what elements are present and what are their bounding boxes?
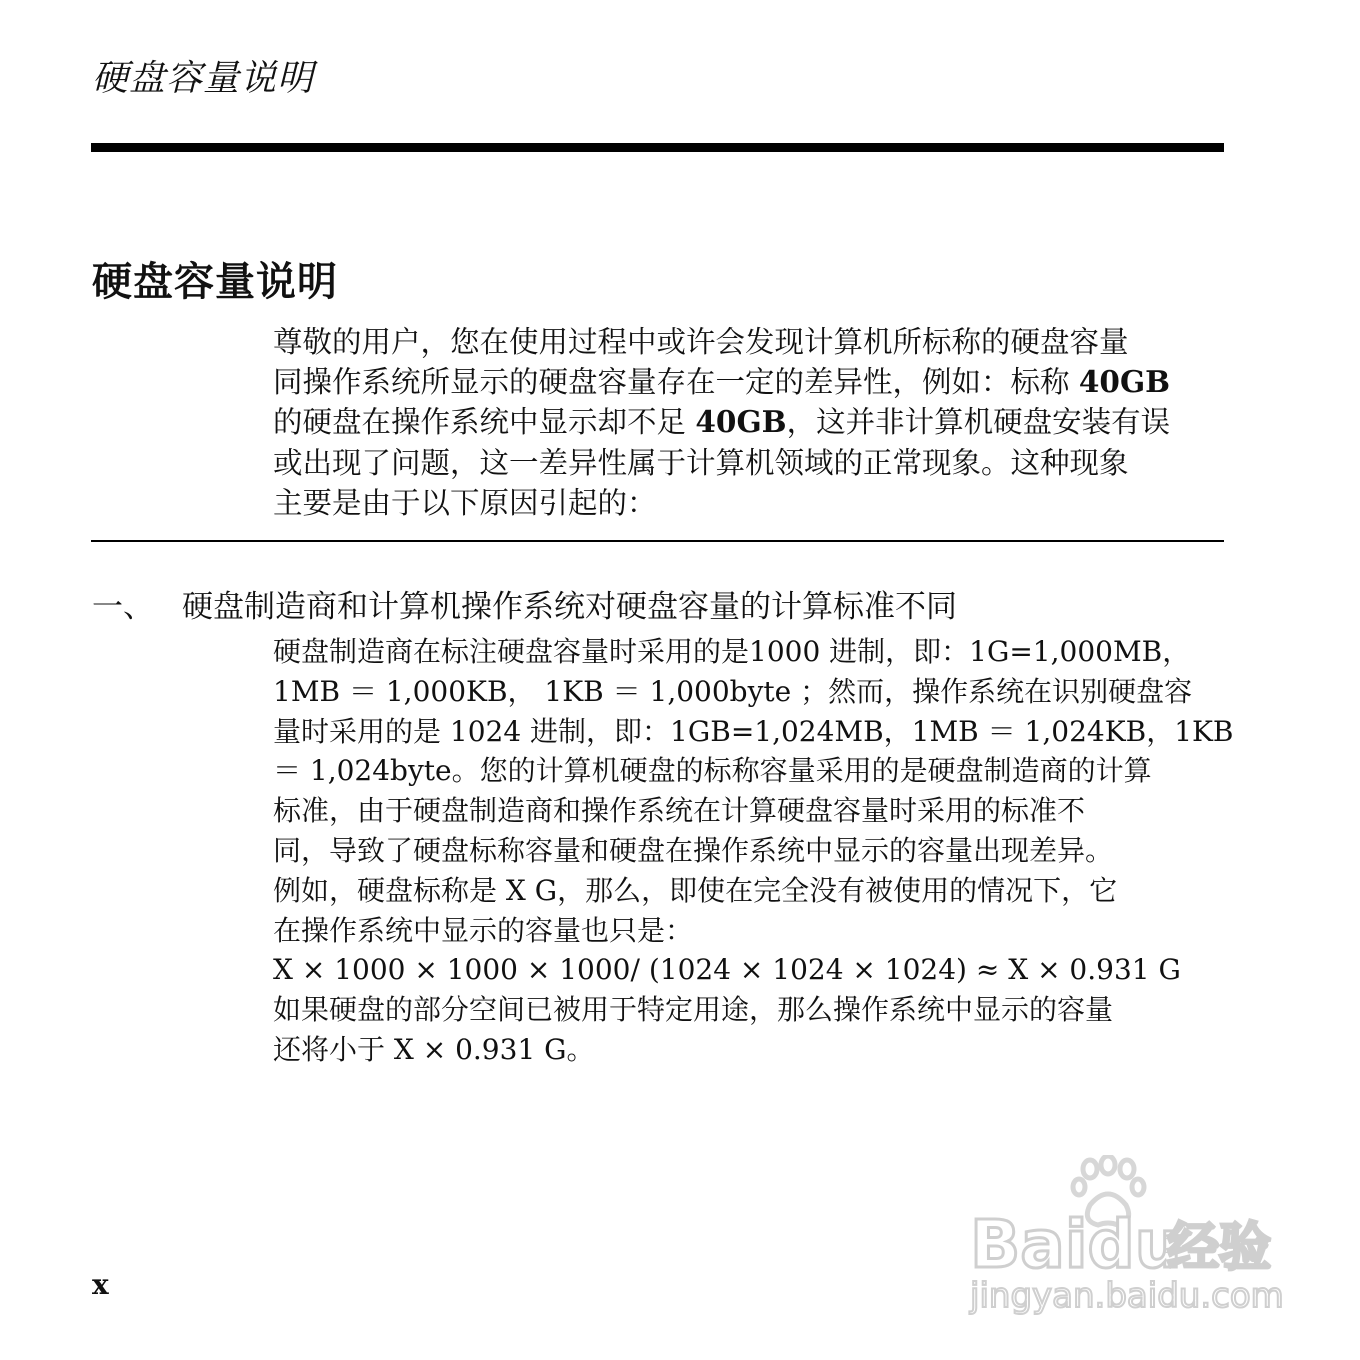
- svg-text:jingyan.baidu.com: jingyan.baidu.com: [970, 1276, 1284, 1315]
- item-heading: 硬盘制造商和计算机操作系统对硬盘容量的计算标准不同: [182, 589, 957, 625]
- body-line: 同，导致了硬盘标称容量和硬盘在操作系统中显示的容量出现差异。: [273, 833, 1114, 867]
- item-number: 一、: [92, 589, 154, 625]
- intro-line: 尊敬的用户，您在使用过程中或许会发现计算机所标称的硬盘容量: [273, 325, 1129, 359]
- body-line: 硬盘制造商在标注硬盘容量时采用的是1000 进制，即：1G=1,000MB，: [273, 635, 1191, 668]
- svg-text:经验: 经验: [1167, 1218, 1272, 1278]
- formula-line: X × 1000 × 1000 × 1000/ (1024 × 1024 × 1024) ≈ X × 0.931 G: [273, 953, 1181, 987]
- section-title: 硬盘容量说明: [92, 259, 338, 305]
- body-line: ＝ 1,024byte。您的计算机硬盘的标称容量采用的是硬盘制造商的计算: [273, 754, 1152, 788]
- body-line: 如果硬盘的部分空间已被用于特定用途，那么操作系统中显示的容量: [273, 993, 1114, 1027]
- capacity-value: 40GB: [695, 404, 787, 440]
- intro-line: 同操作系统所显示的硬盘容量存在一定的差异性，例如：标称 40GB: [273, 364, 1171, 400]
- body-line: 量时采用的是 1024 进制，即：1GB=1,024MB，1MB ＝ 1,024KB，1KB: [273, 714, 1234, 748]
- page-number: x: [92, 1268, 109, 1301]
- svg-text:Baidu: Baidu: [970, 1206, 1182, 1283]
- capacity-value: 40GB: [1078, 364, 1171, 400]
- baidu-jingyan-watermark-logo: [962, 1155, 1292, 1315]
- header-divider: [91, 143, 1224, 152]
- body-line: 1MB ＝ 1,000KB， 1KB ＝ 1,000byte ；然而，操作系统在识别硬盘容: [273, 674, 1193, 708]
- body-line: 还将小于 X × 0.931 G。: [273, 1032, 595, 1066]
- intro-line: 的硬盘在操作系统中显示却不足 40GB，这并非计算机硬盘安装有误: [273, 404, 1171, 440]
- body-line: 在操作系统中显示的容量也只是：: [273, 913, 694, 947]
- item-body-paragraph: [273, 632, 1233, 1070]
- running-header-title: 硬盘容量说明: [92, 58, 315, 99]
- intro-paragraph: [273, 322, 1228, 523]
- body-line: 例如，硬盘标称是 X G，那么，即使在完全没有被使用的情况下，它: [273, 873, 1118, 907]
- body-line: 标准，由于硬盘制造商和操作系统在计算硬盘容量时采用的标准不: [273, 794, 1086, 828]
- intro-line: 或出现了问题，这一差异性属于计算机领域的正常现象。这种现象: [273, 445, 1129, 480]
- intro-line: 主要是由于以下原因引起的：: [273, 485, 657, 520]
- section-divider: [91, 540, 1224, 542]
